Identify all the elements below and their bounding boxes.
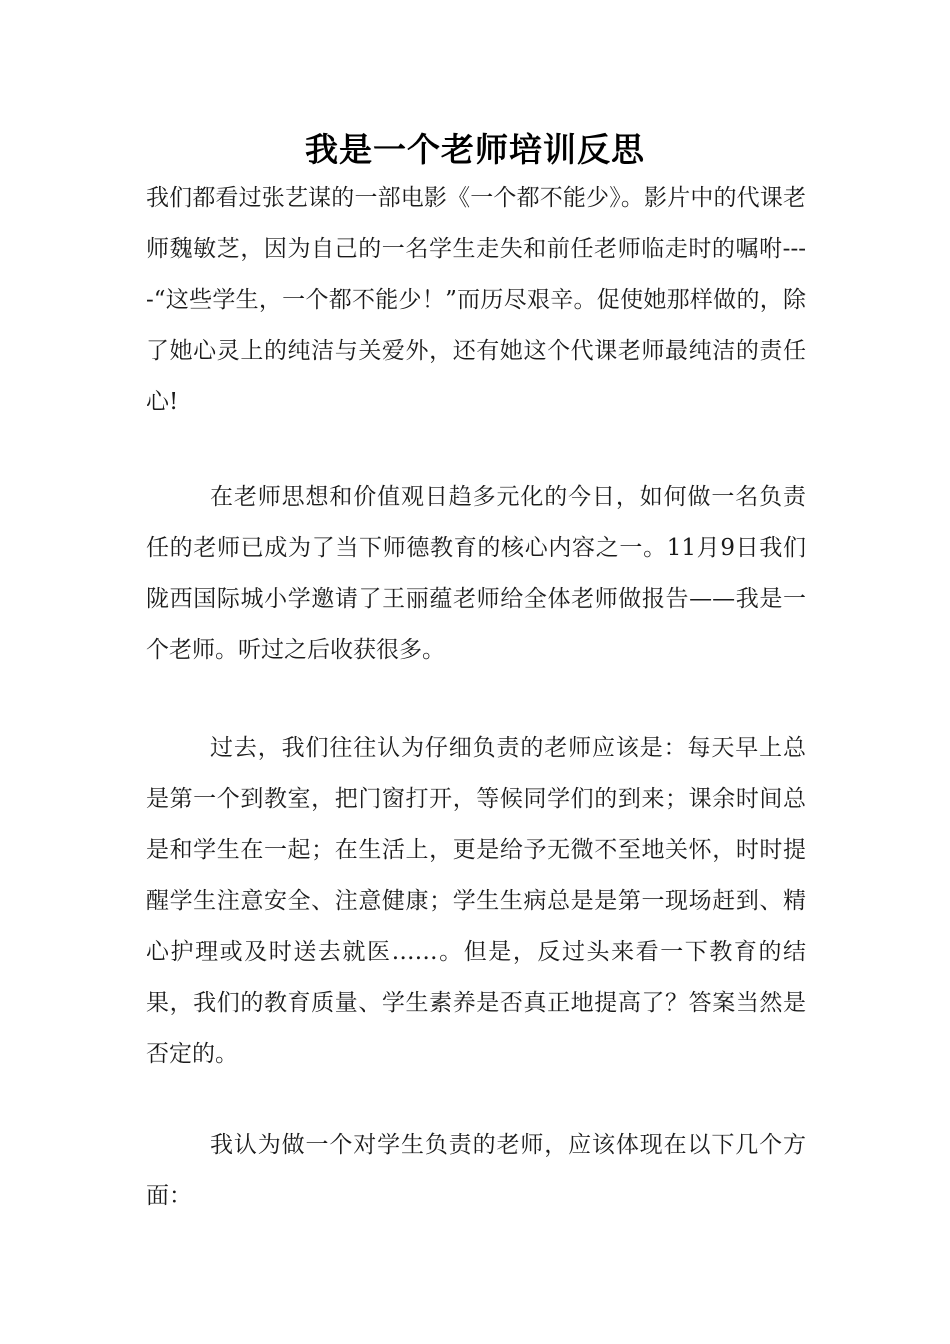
paragraph-aspects: 我认为做一个对学生负责的老师，应该体现在以下几个方面： <box>146 1132 806 1209</box>
document-title: 我是一个老师培训反思 <box>305 130 645 169</box>
paragraph-past-view: 过去，我们往往认为仔细负责的老师应该是：每天早上总是第一个到教室，把门窗打开，等候同学们的到来；课余时间总是和学生在一起；在生活上，更是给予无微不至地关怀，时时提醒学生注意安全、注意健康；学生生病总是是第一现场赶到、精心护理或及时送去就医……。但是，反过头来看一下教育的结果，我们的教育质量、学生素养是否真正地提高了？答案当然是否定的。 <box>146 735 806 1067</box>
paragraph-report: 在老师思想和价值观日趋多元化的今日，如何做一名负责任的老师已成为了当下师德教育的核心内容之一。11月9日我们陇西国际城小学邀请了王丽蕴老师给全体老师做报告——我是一个老师。听过之后收获很多。 <box>146 484 806 663</box>
paragraph-intro: 我们都看过张艺谋的一部电影《一个都不能少》。影片中的代课老师魏敏芝，因为自己的一名学生走失和前任老师临走时的嘱咐----“这些学生，一个都不能少！”而历尽艰辛。促使她那样做的，除了她心灵上的纯洁与关爱外，还有她这个代课老师最纯洁的责任心! <box>146 185 806 415</box>
